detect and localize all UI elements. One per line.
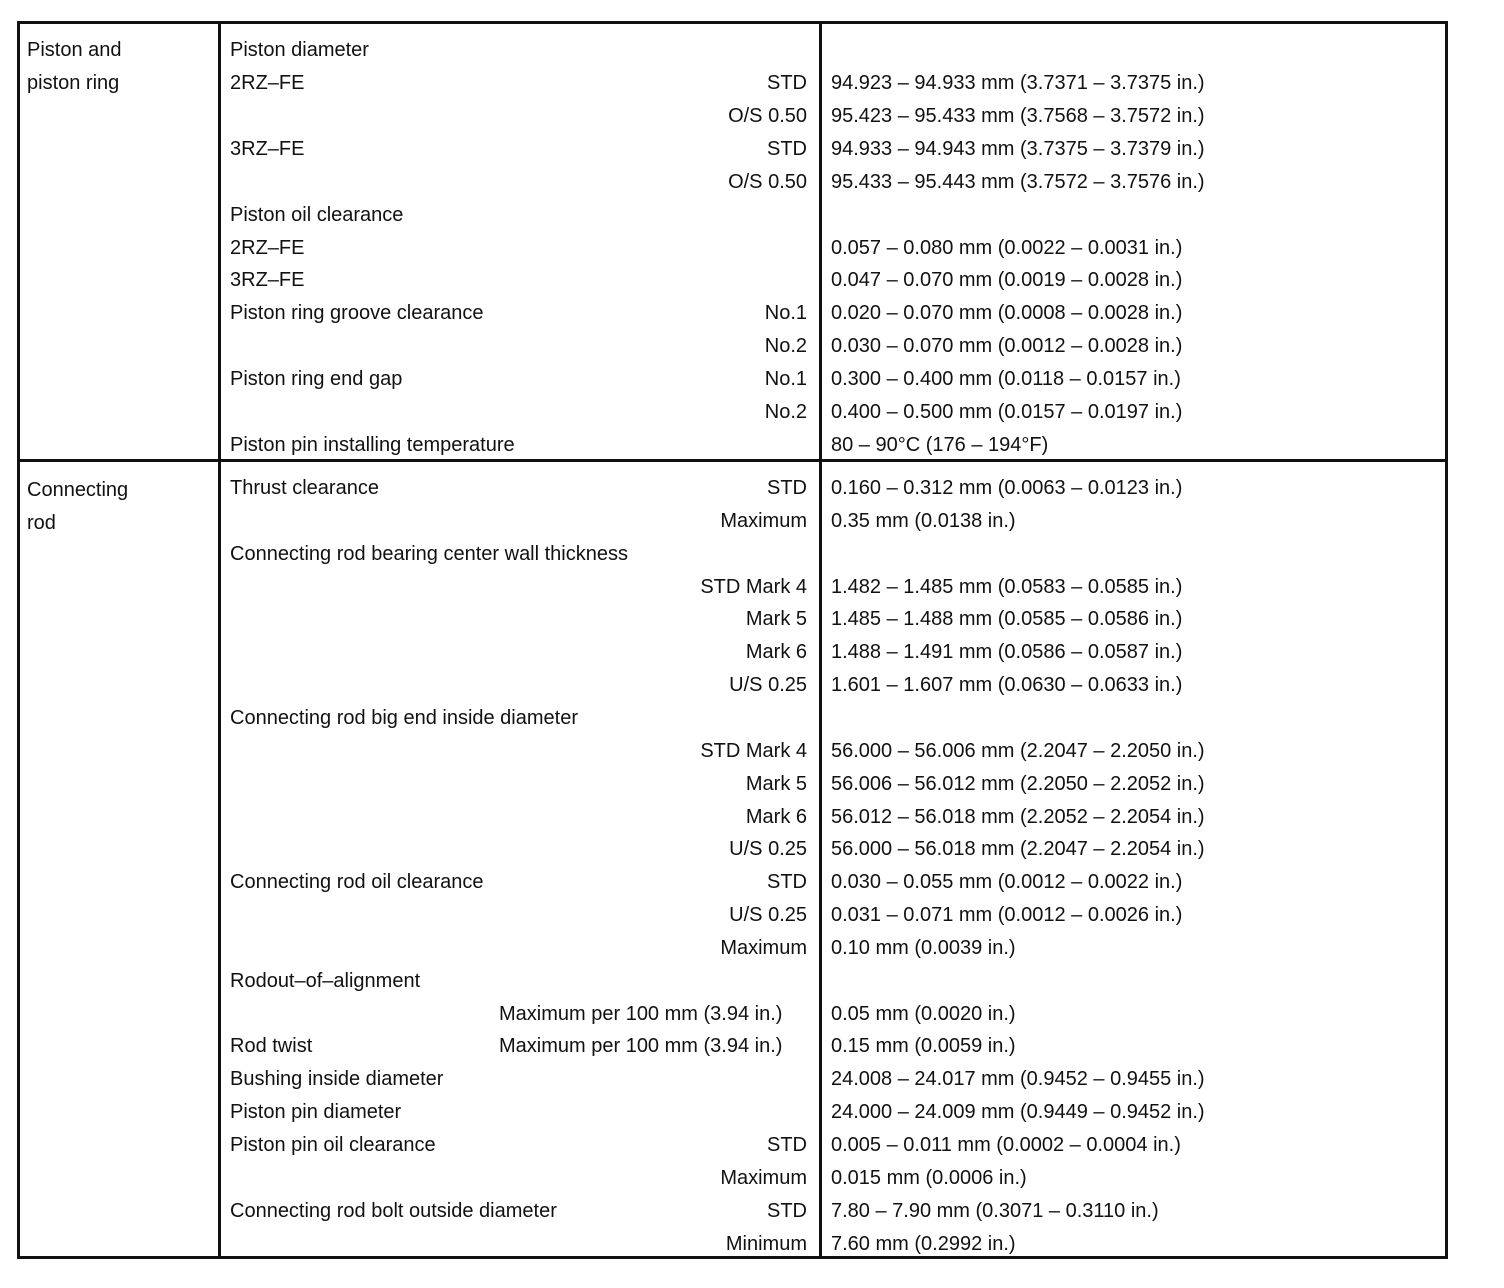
table-row — [0, 1096, 1504, 1128]
spec-value: 0.300 – 0.400 mm (0.0118 – 0.0157 in.) — [831, 368, 1181, 390]
table-row — [0, 932, 1504, 964]
item-label: Connecting rod oil clearance — [230, 871, 484, 893]
table-row — [0, 363, 1504, 395]
sub-label: STD — [767, 477, 807, 499]
spec-value: 0.047 – 0.070 mm (0.0019 – 0.0028 in.) — [831, 269, 1183, 291]
item-label: Connecting rod big end inside diameter — [230, 707, 578, 729]
sub-label: STD — [767, 72, 807, 94]
table-row — [0, 264, 1504, 296]
sub-label: Mark 5 — [745, 608, 807, 630]
group-label: piston ring — [27, 72, 120, 94]
table-row — [0, 133, 1504, 165]
spec-value: 94.923 – 94.933 mm (3.7371 – 3.7375 in.) — [831, 72, 1205, 94]
table-row — [0, 472, 1504, 504]
sub-label: No.1 — [764, 302, 807, 324]
item-label: Piston ring end gap — [230, 368, 403, 390]
sub-label: Minimum — [725, 1233, 807, 1255]
sub-label: STD — [767, 138, 807, 160]
table-row — [0, 801, 1504, 833]
spec-value: 94.933 – 94.943 mm (3.7375 – 3.7379 in.) — [831, 138, 1205, 160]
spec-value: 0.05 mm (0.0020 in.) — [831, 1003, 1016, 1025]
spec-value: 1.482 – 1.485 mm (0.0583 – 0.0585 in.) — [831, 576, 1183, 598]
item-label: 2RZ–FE — [230, 237, 305, 259]
spec-value: 56.006 – 56.012 mm (2.2050 – 2.2052 in.) — [831, 773, 1205, 795]
item-label: 3RZ–FE — [230, 269, 305, 291]
spec-value: 0.057 – 0.080 mm (0.0022 – 0.0031 in.) — [831, 237, 1183, 259]
sub-label: No.2 — [764, 335, 807, 357]
spec-value: 0.030 – 0.070 mm (0.0012 – 0.0028 in.) — [831, 335, 1183, 357]
sub-label: Mark 6 — [745, 806, 807, 828]
spec-value: 0.15 mm (0.0059 in.) — [831, 1035, 1016, 1057]
table-row — [0, 1162, 1504, 1194]
item-label: Piston pin installing temperature — [230, 434, 515, 456]
spec-value: 56.012 – 56.018 mm (2.2052 – 2.2054 in.) — [831, 806, 1205, 828]
table-row — [0, 166, 1504, 198]
table-row — [0, 100, 1504, 132]
item-label: Rodout–of–alignment — [230, 970, 421, 992]
spec-value: 0.10 mm (0.0039 in.) — [831, 937, 1016, 959]
table-row — [0, 232, 1504, 264]
group-label: Connecting — [27, 479, 129, 501]
spec-value: 95.433 – 95.443 mm (3.7572 – 3.7576 in.) — [831, 171, 1205, 193]
item-label: Piston pin diameter — [230, 1101, 402, 1123]
condition-label: Maximum per 100 mm (3.94 in.) — [499, 1035, 783, 1057]
spec-value: 56.000 – 56.006 mm (2.2047 – 2.2050 in.) — [831, 740, 1205, 762]
condition-label: Maximum per 100 mm (3.94 in.) — [499, 1003, 783, 1025]
table-row — [0, 735, 1504, 767]
item-label: Piston oil clearance — [230, 204, 404, 226]
sub-label: STD — [767, 871, 807, 893]
table-row — [0, 899, 1504, 931]
sub-label: O/S 0.50 — [728, 171, 807, 193]
item-label: Thrust clearance — [230, 477, 379, 499]
sub-label: Mark 6 — [745, 641, 807, 663]
item-label: Bushing inside diameter — [230, 1068, 444, 1090]
table-row — [0, 34, 1504, 66]
item-label: Rod twist — [230, 1035, 313, 1057]
table-row — [0, 702, 1504, 734]
table-row — [0, 833, 1504, 865]
spec-value: 1.601 – 1.607 mm (0.0630 – 0.0633 in.) — [831, 674, 1183, 696]
spec-value: 1.488 – 1.491 mm (0.0586 – 0.0587 in.) — [831, 641, 1183, 663]
sub-label: STD Mark 4 — [700, 576, 807, 598]
item-label: Piston ring groove clearance — [230, 302, 484, 324]
sub-label: No.1 — [764, 368, 807, 390]
sub-label: STD Mark 4 — [700, 740, 807, 762]
table-row — [0, 1063, 1504, 1095]
spec-value: 0.015 mm (0.0006 in.) — [831, 1167, 1027, 1189]
sub-label: Maximum — [720, 1167, 807, 1189]
sub-label: No.2 — [764, 401, 807, 423]
sub-label: O/S 0.50 — [728, 105, 807, 127]
table-row — [0, 1129, 1504, 1161]
sub-label: STD — [767, 1200, 807, 1222]
table-row — [0, 866, 1504, 898]
table-row — [0, 67, 1504, 99]
spec-value: 0.400 – 0.500 mm (0.0157 – 0.0197 in.) — [831, 401, 1183, 423]
table-row — [0, 505, 1504, 537]
table-row — [0, 429, 1504, 461]
table-row — [0, 669, 1504, 701]
table-row — [0, 538, 1504, 570]
sub-label: U/S 0.25 — [729, 904, 807, 926]
spec-value: 1.485 – 1.488 mm (0.0585 – 0.0586 in.) — [831, 608, 1183, 630]
table-row — [0, 297, 1504, 329]
spec-value: 0.030 – 0.055 mm (0.0012 – 0.0022 in.) — [831, 871, 1183, 893]
table-row — [0, 1030, 1504, 1062]
table-row — [0, 199, 1504, 231]
group-label: Piston and — [27, 39, 122, 61]
spec-value: 24.008 – 24.017 mm (0.9452 – 0.9455 in.) — [831, 1068, 1205, 1090]
table-row — [0, 571, 1504, 603]
table-row — [0, 998, 1504, 1030]
table-row — [0, 603, 1504, 635]
table-row — [0, 396, 1504, 428]
spec-value: 0.160 – 0.312 mm (0.0063 – 0.0123 in.) — [831, 477, 1183, 499]
item-label: Piston pin oil clearance — [230, 1134, 436, 1156]
sub-label: U/S 0.25 — [729, 674, 807, 696]
item-label: Connecting rod bolt outside diameter — [230, 1200, 557, 1222]
table-row — [0, 636, 1504, 668]
spec-value: 95.423 – 95.433 mm (3.7568 – 3.7572 in.) — [831, 105, 1205, 127]
sub-label: U/S 0.25 — [729, 838, 807, 860]
table-row — [0, 965, 1504, 997]
spec-value: 0.35 mm (0.0138 in.) — [831, 510, 1016, 532]
table-row — [0, 1195, 1504, 1227]
item-label: 2RZ–FE — [230, 72, 305, 94]
spec-value: 0.020 – 0.070 mm (0.0008 – 0.0028 in.) — [831, 302, 1183, 324]
item-label: 3RZ–FE — [230, 138, 305, 160]
table-row — [0, 1228, 1504, 1260]
spec-value: 80 – 90°C (176 – 194°F) — [831, 434, 1049, 456]
spec-value: 0.005 – 0.011 mm (0.0002 – 0.0004 in.) — [831, 1134, 1181, 1156]
item-label: Connecting rod bearing center wall thickness — [230, 543, 628, 565]
spec-value: 24.000 – 24.009 mm (0.9449 – 0.9452 in.) — [831, 1101, 1205, 1123]
item-label: Piston diameter — [230, 39, 369, 61]
sub-label: STD — [767, 1134, 807, 1156]
spec-value: 0.031 – 0.071 mm (0.0012 – 0.0026 in.) — [831, 904, 1183, 926]
sub-label: Maximum — [720, 510, 807, 532]
sub-label: Maximum — [720, 937, 807, 959]
group-label: rod — [27, 512, 56, 534]
table-row — [0, 768, 1504, 800]
spec-value: 56.000 – 56.018 mm (2.2047 – 2.2054 in.) — [831, 838, 1205, 860]
sub-label: Mark 5 — [745, 773, 807, 795]
table-row — [0, 330, 1504, 362]
spec-value: 7.60 mm (0.2992 in.) — [831, 1233, 1016, 1255]
spec-value: 7.80 – 7.90 mm (0.3071 – 0.3110 in.) — [831, 1200, 1159, 1222]
